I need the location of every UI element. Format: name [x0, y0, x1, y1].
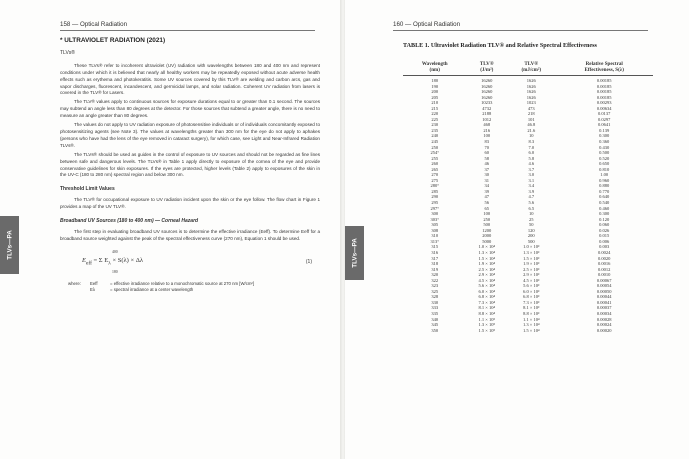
paragraph: The values do not apply to UV radiation exposure of photosensitive individuals or of individuals concomitantly exposed to photosensitizing agents (see Note 3). The values at wavelengths greater than 300 nm for the eye do not apply to aphakes (persons who have had the lens of the eye removed in cataract surgery), for which case, see Light and Near-Infrared Radiation TLVs®. [60, 122, 320, 148]
table-cell: 1012 [482, 116, 492, 122]
table-cell: 0.00037 [596, 305, 612, 311]
left-body [60, 38, 320, 293]
table-cell: 10233 [481, 100, 493, 106]
table-cell: 16260 [481, 78, 493, 83]
column-header: Relative Spectral Effectiveness, S(λ) [555, 60, 653, 76]
table-cell: 1.5 × 10⁵ [478, 327, 496, 333]
table-row [403, 76, 653, 84]
column-header: TLV® (J/m²) [466, 60, 507, 76]
right-page [345, 0, 689, 459]
table-cell: 0.00185 [596, 83, 612, 89]
table-cell: 0.880 [599, 183, 610, 189]
table-cell: 1626 [526, 89, 536, 95]
table-cell: 1.0 × 10³ [523, 244, 540, 250]
table-cell: 0.810 [599, 166, 610, 172]
table-cell: 4.5 × 10⁴ [478, 277, 496, 283]
table-cell: 0.00020 [596, 327, 612, 333]
table-cell: 2000 [482, 233, 492, 239]
table-cell: 0.0137 [598, 111, 611, 117]
table-cell: 0.300 [599, 211, 610, 217]
table-cell: 31 [484, 177, 490, 183]
paragraph: These TLVs® refer to incoherent ultraviolet (UV) radiation with wavelengths between 180 and 400 nm and represent conditions under which it is believed that nearly all healthy workers may be repeatedly exposed without acute adverse health effects such as erythema and photokeratitis. Some UV sources covered by this TLV® are welding and carbon arcs, gas and vapor discharges, fluorescent, incandescent, and germicidal lamps, and solar radiation. Coherent UV radiation from lasers is covered in the TLV® for Lasers. [60, 62, 320, 96]
table-cell: 3.7 [528, 166, 535, 172]
table-cell: 1023 [526, 100, 536, 106]
table-cell: 335 [431, 310, 439, 316]
table-cell: 0.00024 [596, 322, 612, 328]
table-cell: 65 [484, 205, 490, 211]
table-cell: 270 [431, 172, 439, 178]
table-row [403, 328, 653, 334]
table-cell: 1626 [526, 94, 536, 100]
table-cell: 2.5 × 10³ [523, 266, 540, 272]
definition-symbol: Eeff [90, 280, 98, 286]
table-cell: 0.520 [599, 155, 610, 161]
equation-rhs: = Σ E [93, 256, 109, 264]
table-cell: 328 [431, 294, 439, 300]
table-cell: 200 [431, 89, 439, 95]
table-cell: 6.0 × 10³ [523, 288, 540, 294]
table-cell: 317 [431, 255, 439, 261]
table-cell: 1.5 × 10⁴ [478, 255, 496, 261]
table-cell: 0.060 [599, 222, 610, 228]
table-cell: 323 [431, 283, 439, 289]
table-cell: 254° [430, 150, 440, 156]
table-cell: 120 [527, 227, 535, 233]
table-cell: 8.1 × 10⁴ [478, 305, 496, 311]
table-cell: 333 [431, 305, 439, 311]
table-cell: 350 [431, 327, 439, 333]
table-cell: 0.960 [599, 177, 610, 183]
table-cell: 5.6 × 10³ [523, 283, 540, 289]
table-cell: 1.3 × 10⁵ [478, 322, 496, 328]
table-cell: 0.120 [599, 216, 610, 222]
table-cell: 210 [431, 100, 439, 106]
table-cell: 16260 [481, 83, 493, 89]
table-cell: 0.006 [599, 238, 610, 244]
table-cell: 0.00050 [596, 288, 612, 294]
table-cell: 0.00185 [596, 89, 612, 95]
table-cell: 300 [431, 211, 439, 217]
table-cell: 308 [431, 227, 439, 233]
equation-upper-limit: 400 [112, 249, 118, 254]
table-cell: 4.5 × 10³ [523, 277, 540, 283]
table-cell: 0.540 [599, 200, 610, 206]
column-header: Wavelength (nm) [403, 60, 466, 76]
broadband-heading: Broadband UV Sources (180 to 400 nm) — Corneal Hazard [60, 218, 199, 225]
table-cell: 1.3 × 10⁴ [523, 322, 540, 328]
table-cell: 0.00067 [596, 277, 612, 283]
left-page [0, 0, 341, 459]
table-cell: 180 [431, 78, 439, 83]
table-cell: 8.8 × 10³ [523, 310, 540, 316]
table-cell: 3.9 [528, 188, 535, 194]
table-cell: 1.0 × 10⁴ [478, 244, 496, 250]
side-tab-label: TLVs—PA [351, 238, 358, 268]
table-cell: 200 [527, 233, 535, 239]
table-cell: 16260 [481, 94, 493, 100]
table-cell: 101 [527, 116, 535, 122]
table-cell: 303° [430, 216, 440, 222]
definition-text: = effective irradiance relative to a monochromatic source at 270 nm [W/cm²] [110, 280, 255, 286]
table-cell: 21.6 [527, 127, 536, 133]
table-cell: 0.026 [599, 227, 610, 233]
table-cell: 7.3 × 10⁴ [478, 299, 496, 305]
table-cell: 265 [431, 166, 439, 172]
table-cell: 315 [431, 244, 439, 250]
table-cell: 1626 [526, 83, 536, 89]
table-cell: 500 [483, 222, 491, 228]
table-cell: 250 [483, 216, 491, 222]
table-cell: 255 [431, 155, 439, 161]
table-cell: 1200 [482, 227, 492, 233]
table-cell: 0.00634 [596, 105, 612, 111]
table-cell: 316 [431, 249, 439, 255]
table-cell: 0.00054 [596, 283, 612, 289]
table-cell: 4.7 [528, 194, 535, 200]
table-cell: 37 [484, 166, 490, 172]
table-cell: 46.8 [527, 122, 536, 128]
table-cell: 1.9 × 10³ [523, 261, 540, 267]
threshold-paragraph: The TLV® for occupational exposure to UV radiation incident upon the skin or the eye follow. The flow chart in Figure 1 provides a map of the UV TLV®. [60, 197, 320, 210]
table-cell: 6.0 × 10⁴ [478, 288, 496, 294]
table-cell: 225 [431, 116, 439, 122]
table-title: TABLE 1. Ultraviolet Radiation TLV® and Relative Spectral Effectiveness [403, 43, 597, 49]
table-cell: 5.6 × 10⁴ [478, 283, 496, 289]
definition-symbol: Eλ [90, 287, 96, 293]
table-cell: 216 [483, 127, 491, 133]
table-cell: 230 [431, 122, 439, 128]
table-cell: 58 [484, 155, 490, 161]
table-cell: 260 [431, 161, 439, 167]
definition-text: = spectral irradiance at a center wavelength [110, 287, 194, 293]
where-block [60, 281, 320, 294]
table-cell: 250 [431, 144, 439, 150]
table-cell: 295 [431, 200, 439, 206]
table-cell: 0.0641 [598, 122, 611, 128]
table-cell: 3.4 [528, 183, 535, 189]
table-cell: 0.00185 [596, 78, 612, 83]
table-cell: 318 [431, 261, 439, 267]
table-cell: 6.8 × 10³ [523, 294, 540, 300]
table-cell: 83 [484, 139, 490, 145]
table-cell: 7.3 × 10³ [523, 299, 540, 305]
table-cell: 275 [431, 177, 439, 183]
table-cell: 325 [431, 288, 439, 294]
section-subtitle: TLVs® [60, 49, 75, 56]
table-cell: 2.9 × 10⁴ [478, 272, 496, 278]
table-cell: 313° [430, 238, 440, 244]
table-cell: 0.0010 [598, 272, 611, 278]
table-cell: 215 [431, 105, 439, 111]
table-cell: 245 [431, 139, 439, 145]
table-cell: 235 [431, 127, 439, 133]
table-cell: 0.770 [599, 188, 610, 194]
table-cell: 0.360 [599, 139, 610, 145]
table-cell: 305 [431, 222, 439, 228]
table-cell: 320 [431, 272, 439, 278]
table-cell: 4.6 [528, 161, 535, 167]
equation-rhs-tail: × S(λ) × Δλ [112, 256, 144, 264]
table-cell: 220 [431, 111, 439, 117]
table-cell: 2.5 × 10⁴ [478, 266, 496, 272]
table-cell: 0.139 [599, 127, 610, 133]
table-cell: 10 [529, 211, 534, 217]
paragraph: The TLV® values apply to continuous sources for exposure durations equal to or greater than 0.1 second. The sources may subtend an angle less than 80 degrees at the detector. For those sources that subtend a greater angle, there is no need to measure an angle greater than 80 degrees. [60, 99, 320, 119]
where-label: where: [68, 280, 81, 286]
table-cell: 0.650 [599, 161, 610, 167]
table-cell: 25 [529, 216, 534, 222]
column-header: TLV® (mJ/cm²) [507, 60, 555, 76]
table-cell: 0.640 [599, 194, 610, 200]
table-cell: 46 [484, 161, 490, 167]
table-cell: 0.015 [599, 233, 610, 239]
table-cell: 0.500 [599, 150, 610, 156]
side-tab-left [0, 216, 19, 274]
table-cell: 1.9 × 10⁴ [478, 261, 496, 267]
table-cell: 8.8 × 10⁴ [478, 310, 496, 316]
table-cell: 1.5 × 10⁴ [523, 327, 540, 333]
table-cell: 6.5 [528, 205, 535, 211]
table-cell: 1.3 × 10³ [523, 249, 540, 255]
table-cell: 240 [431, 133, 439, 139]
table-cell: 473 [527, 105, 535, 111]
table-cell: 345 [431, 322, 439, 328]
table-cell: 319 [431, 266, 439, 272]
table-cell: 47 [484, 194, 490, 200]
table-cell: 0.460 [599, 205, 610, 211]
table-cell: 0.00044 [596, 294, 612, 300]
table-cell: 60 [484, 150, 490, 156]
table-cell: 70 [484, 144, 490, 150]
table-cell: 4732 [482, 105, 492, 111]
table-cell: 322 [431, 277, 439, 283]
table-body [403, 76, 653, 334]
table-cell: 39 [484, 188, 490, 194]
table-cell: 1.5 × 10³ [523, 255, 540, 261]
table-header-row [403, 60, 653, 76]
table-cell: 100 [483, 211, 491, 217]
table-cell: 0.430 [599, 144, 610, 150]
table-cell: 5000 [482, 238, 492, 244]
table-cell: 285 [431, 188, 439, 194]
table-cell: 0.0020 [598, 255, 611, 261]
table-cell: 1626 [526, 78, 536, 83]
equation-lhs-sub: eff [85, 260, 92, 267]
table-cell: 50 [529, 222, 534, 228]
table-cell: 0.0016 [598, 261, 611, 267]
table-cell: 205 [431, 94, 439, 100]
table-cell: 8.1 × 10³ [523, 305, 540, 311]
table-cell: 0.00185 [596, 94, 612, 100]
equation-body [82, 258, 143, 267]
table-cell: 330 [431, 299, 439, 305]
table-cell: 34 [484, 183, 490, 189]
paragraph: The TLVs® should be used as guides in the control of exposure to UV sources and should not be regarded as fine lines between safe and dangerous levels. The TLVs® in Table 1 apply directly to exposure of the cornea of the eye and provide conservative guidelines for skin exposures. If the eyes are protected, higher levels (Table 2) apply to exposures of the skin in the UV-C (180 to 280 nm) spectral region and below 300 nm. [60, 151, 320, 178]
table-cell: 5.6 [528, 200, 535, 206]
table-cell: 1.00 [600, 172, 609, 178]
table-cell: 280° [430, 183, 440, 189]
table-cell: 0.003 [599, 244, 610, 250]
definition-row [60, 287, 320, 293]
table-cell: 16260 [481, 89, 493, 95]
table-cell: 0.0012 [598, 266, 611, 272]
table-cell: 2.9 × 10³ [523, 272, 540, 278]
table-cell: 7.0 [528, 144, 535, 150]
equation-lhs: E [82, 256, 86, 264]
table-cell: 0.300 [599, 133, 610, 139]
table-cell: 3.0 [528, 172, 535, 178]
equation-number: (1) [305, 258, 312, 265]
table-cell: 190 [431, 83, 439, 89]
running-head-left: 158 — Optical Radiation [60, 21, 315, 31]
table-cell: 56 [484, 200, 490, 206]
table-cell: 3.1 [528, 177, 535, 183]
table-cell: 340 [431, 316, 439, 322]
table-cell: 500 [527, 238, 535, 244]
equation-1 [60, 247, 320, 277]
table-cell: 100 [483, 133, 491, 139]
table-cell: 10 [529, 133, 534, 139]
running-head-right: 160 — Optical Radiation [393, 21, 648, 31]
side-tab-right [345, 226, 364, 280]
table-cell: 1.1 × 10⁴ [523, 316, 540, 322]
table-cell: 2188 [482, 111, 492, 117]
table-cell: 290 [431, 194, 439, 200]
table-cell: 0.00028 [596, 316, 612, 322]
side-tab-label: TLVs—PA [6, 230, 13, 260]
broadband-paragraph: The first step in evaluating broadband UV sources is to determine the effective irradiance (Eeff). To determine Eeff for a broadband source weighted against the peak of the spectral effectiveness curve (270 nm), Equation 1 should be used. [60, 228, 320, 241]
equation-rhs-sub: λ [108, 260, 111, 267]
table-cell: 6.8 × 10⁴ [478, 294, 496, 300]
table-cell: 0.00041 [596, 299, 612, 305]
section-title: * ULTRAVIOLET RADIATION (2021) [60, 37, 166, 44]
table-cell: 6.0 [528, 150, 535, 156]
table-cell: 0.0297 [598, 116, 611, 122]
table-cell: 5.8 [528, 155, 535, 161]
uv-tlv-table [403, 60, 653, 333]
table-cell: 1.1 × 10⁵ [478, 316, 496, 322]
table-cell: 0.00034 [596, 310, 612, 316]
equation-lower-limit: 180 [112, 269, 118, 274]
table-cell: 297° [430, 205, 440, 211]
table-cell: 8.3 [528, 139, 535, 145]
table-cell: 0.00293 [596, 100, 612, 106]
table-cell: 218 [527, 111, 535, 117]
table-cell: 30 [484, 172, 490, 178]
table-cell: 468 [483, 122, 491, 128]
table-cell: 310 [431, 233, 439, 239]
threshold-heading: Threshold Limit Values [60, 186, 115, 193]
table-cell: 1.3 × 10⁴ [478, 249, 496, 255]
table-cell: 0.0024 [598, 249, 611, 255]
